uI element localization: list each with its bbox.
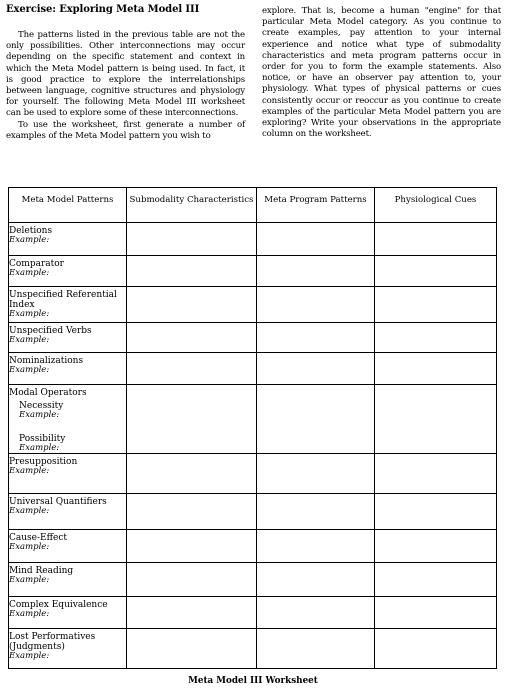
pattern-cell — [9, 530, 127, 563]
pattern-label: Universal Quantifiers — [9, 497, 107, 507]
worksheet-table — [8, 187, 497, 669]
entry-cell[interactable] — [257, 353, 375, 385]
entry-cell[interactable] — [257, 494, 375, 530]
pattern-label: Modal Operators — [9, 388, 87, 398]
continuation-paragraph: explore. That is, become a human "engine" for that particular Meta Model category. As you continue to create examples, pay attention to your internal experience and notice what type of submodality characteristics and meta program patterns occur in order for you to form the example statements. Also notice, or have an observer pay attention to, your physiology. What types of physical patterns or cues consistently occur or reoccur as you continue to create examples of the particular Meta Model pattern you are exploring? Write your observations in the appropriate column on the worksheet. — [262, 6, 501, 140]
right-column-text — [262, 6, 501, 140]
pattern-cell — [9, 385, 127, 454]
pattern-label: Unspecified Verbs — [9, 326, 92, 336]
instructions-paragraph: To use the worksheet, first generate a number of examples of the Meta Model pattern you wish to — [6, 119, 245, 141]
table-row — [9, 629, 497, 669]
example-label: Example: — [19, 410, 60, 420]
entry-cell[interactable] — [127, 597, 257, 629]
table-row — [9, 563, 497, 597]
table-row — [9, 353, 497, 385]
entry-cell[interactable] — [127, 530, 257, 563]
pattern-label: Lost Performatives (Judgments) — [9, 632, 96, 652]
entry-cell[interactable] — [375, 256, 497, 287]
pattern-cell — [9, 629, 127, 669]
table-row — [9, 287, 497, 323]
entry-cell[interactable] — [375, 287, 497, 323]
example-label: Example: — [9, 651, 50, 661]
pattern-label: Cause-Effect — [9, 533, 67, 543]
entry-cell[interactable] — [375, 563, 497, 597]
example-label: Example: — [9, 575, 50, 585]
header-submodality: Submodality Characteristics — [127, 188, 257, 223]
entry-cell[interactable] — [257, 629, 375, 669]
pattern-label: Unspecified Referential Index — [9, 290, 117, 310]
example-label: Example: — [9, 235, 50, 245]
exercise-title: Exercise: Exploring Meta Model III — [6, 4, 200, 15]
table-row — [9, 223, 497, 256]
table-row — [9, 454, 497, 494]
worksheet-caption: Meta Model III Worksheet — [188, 676, 318, 686]
pattern-label: Complex Equivalence — [9, 600, 108, 610]
sub-pattern-label: Necessity — [19, 401, 64, 411]
entry-cell[interactable] — [375, 597, 497, 629]
pattern-cell — [9, 353, 127, 385]
pattern-label: Deletions — [9, 226, 53, 236]
example-label: Example: — [9, 506, 50, 516]
pattern-cell — [9, 323, 127, 353]
table-row — [9, 256, 497, 287]
example-label: Example: — [9, 542, 50, 552]
entry-cell[interactable] — [127, 223, 257, 256]
pattern-cell — [9, 223, 127, 256]
entry-cell[interactable] — [257, 256, 375, 287]
entry-cell[interactable] — [257, 454, 375, 494]
entry-cell[interactable] — [257, 385, 375, 454]
example-label: Example: — [9, 335, 50, 345]
entry-cell[interactable] — [375, 530, 497, 563]
table-row — [9, 530, 497, 563]
entry-cell[interactable] — [257, 223, 375, 256]
entry-cell[interactable] — [127, 629, 257, 669]
example-label: Example: — [9, 466, 50, 476]
intro-paragraph: The patterns listed in the previous table are not the only possibilities. Other interconnections may occur depending on the specific statement and context in which the Meta Model pattern is being used. In fact, it is good practice to explore the interrelationships between language, cognitive structures and physiology for yourself. The following Meta Model III worksheet can be used to explore some of these interconnections. — [6, 30, 245, 119]
example-label: Example: — [9, 268, 50, 278]
pattern-label: Mind Reading — [9, 566, 74, 576]
entry-cell[interactable] — [257, 287, 375, 323]
pattern-label: Presupposition — [9, 457, 78, 467]
pattern-label: Nominalizations — [9, 356, 84, 366]
entry-cell[interactable] — [375, 494, 497, 530]
entry-cell[interactable] — [127, 385, 257, 454]
worksheet-header-row — [9, 188, 497, 223]
entry-cell[interactable] — [375, 323, 497, 353]
entry-cell[interactable] — [257, 323, 375, 353]
entry-cell[interactable] — [127, 563, 257, 597]
entry-cell[interactable] — [127, 454, 257, 494]
entry-cell[interactable] — [127, 494, 257, 530]
entry-cell[interactable] — [127, 287, 257, 323]
entry-cell[interactable] — [257, 563, 375, 597]
table-row — [9, 597, 497, 629]
header-meta-model-patterns: Meta Model Patterns — [9, 188, 127, 223]
example-label: Example: — [9, 609, 50, 619]
entry-cell[interactable] — [127, 353, 257, 385]
pattern-cell — [9, 563, 127, 597]
pattern-label: Comparator — [9, 259, 64, 269]
entry-cell[interactable] — [375, 353, 497, 385]
pattern-cell — [9, 494, 127, 530]
pattern-cell — [9, 256, 127, 287]
table-row — [9, 323, 497, 353]
entry-cell[interactable] — [257, 597, 375, 629]
entry-cell[interactable] — [127, 323, 257, 353]
pattern-cell — [9, 287, 127, 323]
pattern-cell — [9, 597, 127, 629]
entry-cell[interactable] — [127, 256, 257, 287]
example-label: Example: — [9, 365, 50, 375]
pattern-cell — [9, 454, 127, 494]
example-label: Example: — [19, 443, 60, 453]
table-row — [9, 494, 497, 530]
example-label: Example: — [9, 309, 50, 319]
table-row — [9, 385, 497, 454]
left-column-text — [6, 30, 245, 142]
entry-cell[interactable] — [257, 530, 375, 563]
entry-cell[interactable] — [375, 223, 497, 256]
entry-cell[interactable] — [375, 454, 497, 494]
entry-cell[interactable] — [375, 385, 497, 454]
header-meta-program: Meta Program Patterns — [257, 188, 375, 223]
header-physiological-cues: Physiological Cues — [375, 188, 497, 223]
entry-cell[interactable] — [375, 629, 497, 669]
sub-pattern-label: Possibility — [19, 434, 66, 444]
